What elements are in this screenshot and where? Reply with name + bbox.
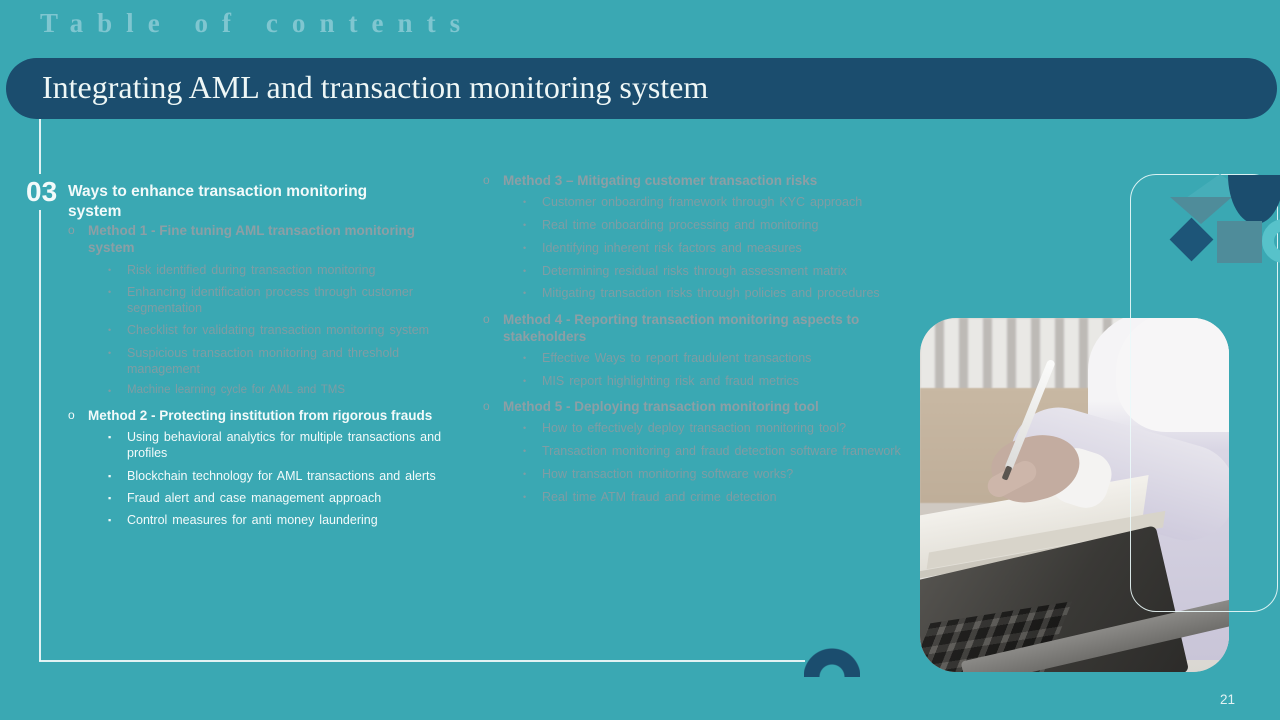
method-2-block xyxy=(68,407,456,529)
method-label: Method 1 - Fine tuning AML transaction monitoring system xyxy=(88,223,415,256)
square-bullet-icon: ▪ xyxy=(108,470,112,481)
half-ring-shape xyxy=(804,647,860,677)
method-label: Method 4 - Reporting transaction monitoring aspects to stakeholders xyxy=(503,311,860,344)
method-label: Method 5 - Deploying transaction monitoring tool xyxy=(503,399,819,415)
circle-bullet-icon: o xyxy=(483,399,490,414)
list-item xyxy=(108,468,456,484)
circle-bullet-icon: o xyxy=(68,407,75,422)
list-item xyxy=(523,443,911,459)
circle-bullet-icon: o xyxy=(68,223,75,237)
dot-bullet-icon: • xyxy=(523,491,527,502)
square-bullet-icon: ▪ xyxy=(108,432,112,443)
list-item-text: How to effectively deploy transaction monitoring tool? xyxy=(542,421,847,436)
dot-bullet-icon: • xyxy=(108,386,112,397)
horizontal-guide-line xyxy=(39,660,805,662)
circle-bullet-icon: o xyxy=(483,311,490,326)
dot-bullet-icon: • xyxy=(108,286,112,297)
list-item-text: Blockchain technology for AML transactions and alerts xyxy=(127,468,436,483)
method-4-items xyxy=(523,350,911,389)
method-4-block xyxy=(483,311,911,390)
list-item-text: Identifying inherent risk factors and measures xyxy=(542,240,802,255)
page-title: Integrating AML and transaction monitoring system xyxy=(42,69,709,105)
method-label: Method 3 – Mitigating customer transaction risks xyxy=(503,173,818,188)
list-item xyxy=(108,284,456,317)
list-item-text: Control measures for anti money laundering xyxy=(127,513,378,528)
method-3-items xyxy=(523,194,911,301)
square-bullet-icon: ▪ xyxy=(108,515,112,526)
dot-bullet-icon: • xyxy=(523,423,527,434)
list-item xyxy=(523,263,911,279)
dot-bullet-icon: • xyxy=(523,353,527,364)
section-number: 03 xyxy=(18,174,65,210)
list-item-text: Suspicious transaction monitoring and threshold management xyxy=(127,345,400,376)
method-label: Method 2 - Protecting institution from rigorous frauds xyxy=(88,407,433,423)
dot-bullet-icon: • xyxy=(523,375,527,386)
list-item xyxy=(108,345,456,378)
list-item-text: How transaction monitoring software works? xyxy=(542,466,794,481)
list-item-text: Determining residual risks through assessment matrix xyxy=(542,263,847,278)
list-item-text: Mitigating transaction risks through policies and procedures xyxy=(542,286,880,301)
dot-bullet-icon: • xyxy=(523,288,527,299)
dot-bullet-icon: • xyxy=(523,220,527,231)
method-2-heading xyxy=(68,407,456,424)
list-item xyxy=(523,420,911,436)
circle-bullet-icon: o xyxy=(483,173,490,187)
method-3-heading xyxy=(483,172,911,189)
list-item xyxy=(523,350,911,366)
list-item-text: Enhancing identification process through customer segmentation xyxy=(127,284,414,316)
method-5-items xyxy=(523,420,911,505)
square-icon xyxy=(1217,221,1262,263)
title-bar xyxy=(6,58,1277,119)
list-item xyxy=(108,383,456,398)
list-item-text: Using behavioral analytics for multiple transactions and profiles xyxy=(127,430,442,461)
toc-left-column xyxy=(68,222,456,537)
method-4-heading xyxy=(483,311,911,346)
dot-bullet-icon: • xyxy=(523,242,527,253)
dot-bullet-icon: • xyxy=(108,264,112,275)
list-item-text: MIS report highlighting risk and fraud metrics xyxy=(542,373,800,388)
list-item-text: Machine learning cycle for AML and TMS xyxy=(127,384,346,397)
dot-bullet-icon: • xyxy=(523,446,527,457)
list-item xyxy=(523,194,911,210)
list-item xyxy=(523,466,911,482)
list-item xyxy=(108,429,456,462)
method-1-heading xyxy=(68,222,456,257)
list-item-text: Real time onboarding processing and monitoring xyxy=(542,218,819,233)
method-1-block xyxy=(68,222,456,398)
dot-bullet-icon: • xyxy=(523,265,527,276)
section-title: Ways to enhance transaction monitoring system xyxy=(68,183,368,221)
list-item-text: Checklist for validating transaction monitoring system xyxy=(127,323,430,338)
list-item xyxy=(108,262,456,278)
list-item xyxy=(523,373,911,389)
method-5-heading xyxy=(483,398,911,415)
square-bullet-icon: ▪ xyxy=(108,492,112,503)
method-3-block xyxy=(483,172,911,302)
eyebrow-title: Table of contents xyxy=(40,8,475,38)
list-item-text: Customer onboarding framework through KYC approach xyxy=(542,195,863,210)
triangle-down-icon xyxy=(1170,197,1232,224)
toc-right-column xyxy=(483,172,911,514)
list-item xyxy=(108,322,456,338)
page-number: 21 xyxy=(1220,692,1236,707)
dot-bullet-icon: • xyxy=(108,325,112,336)
dot-bullet-icon: • xyxy=(108,347,112,358)
list-item xyxy=(108,512,456,528)
list-item xyxy=(523,217,911,233)
list-item xyxy=(108,490,456,506)
dot-bullet-icon: • xyxy=(523,197,527,208)
list-item-text: Risk identified during transaction monitoring xyxy=(127,262,376,277)
list-item xyxy=(523,285,911,301)
list-item-text: Transaction monitoring and fraud detection software framework xyxy=(542,444,901,459)
dot-bullet-icon: • xyxy=(523,468,527,479)
list-item-text: Fraud alert and case management approach xyxy=(127,490,382,505)
list-item xyxy=(523,240,911,256)
method-2-items xyxy=(108,429,456,528)
list-item-text: Real time ATM fraud and crime detection xyxy=(542,489,777,504)
list-item-text: Effective Ways to report fraudulent transactions xyxy=(542,351,812,366)
method-1-items xyxy=(108,262,456,398)
list-item xyxy=(523,489,911,505)
method-5-block xyxy=(483,398,911,505)
